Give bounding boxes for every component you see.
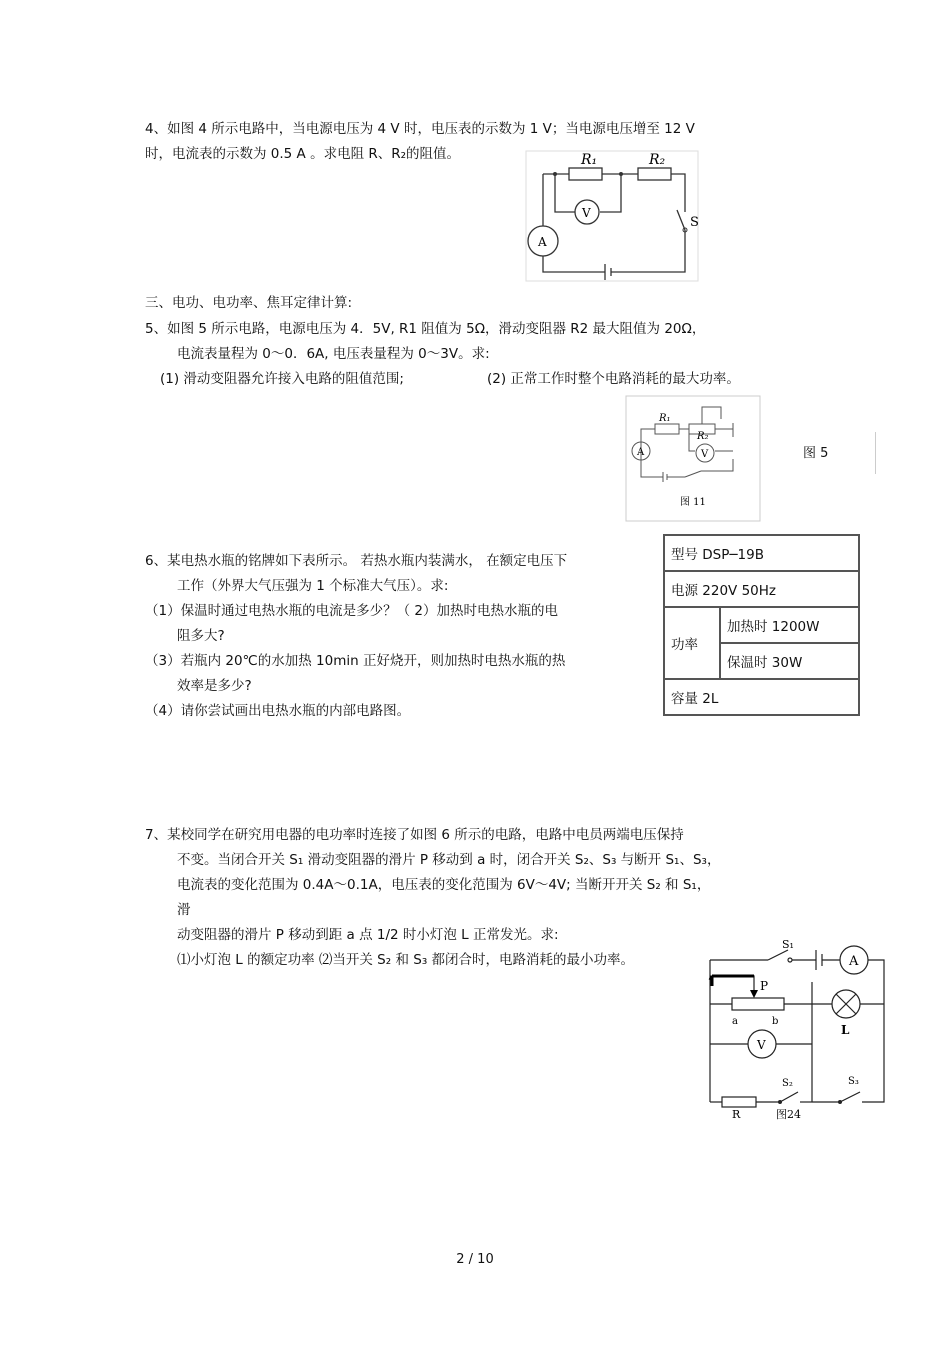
fig5-voltmeter-label: V [701,449,709,460]
q6-line-3: （1）保温时通过电热水瓶的电流是多少？（ 2）加热时电热水瓶的电 [145,603,558,619]
spec-model: 型号 DSP─19B [664,535,859,571]
fig7-label-a: a [732,1016,738,1027]
spec-power-label: 功率 [664,607,720,679]
fig4-voltmeter-label: V [582,206,591,220]
q6-line-4: 阻多大? [177,628,225,644]
spec-power-supply: 电源 220V 50Hz [664,571,859,607]
fig5-margin-rule [875,432,876,474]
spec-capacity: 容量 2L [664,679,859,715]
fig5-label-r1: R₁ [659,413,671,424]
fig7-label-r: R [732,1108,741,1121]
spec-heating-power: 加热时 1200W [720,607,859,643]
figure-24-circuit [708,932,890,1119]
q7-line-1: 7、某校同学在研究用电器的电功率时连接了如图 6 所示的电路，电路中电员两端电压保持 [145,827,684,843]
fig5-inner-caption: 图 11 [680,497,706,508]
q7-line-4: 滑 [177,902,191,918]
fig7-ammeter-label: A [849,954,859,969]
q7-line-3: 电流表的变化范围为 0.4A～0.1A，电压表的变化范围为 6V～4V; 当断开开关 S₂ 和 S₁， [177,877,711,893]
fig5-label-r2: R₂ [697,431,709,442]
q5-line-1: 5、如图 5 所示电路，电源电压为 4．5V, R1 阻值为 5Ω，滑动变阻器 R2 最大阻值为 20Ω， [145,321,706,337]
q6-line-2: 工作（外界大气压强为 1 个标准大气压）。求: [177,578,449,594]
fig7-label-s1: S₁ [782,938,794,951]
spec-keeping-power: 保温时 30W [720,643,859,679]
fig7-label-s2: S₂ [782,1078,793,1089]
fig7-label-p: P [760,979,769,993]
q6-line-1: 6、某电热水瓶的铭牌如下表所示。 若热水瓶内装满水， 在额定电压下 [145,553,568,569]
fig5-ammeter-label: A [637,447,645,458]
fig7-voltmeter-label: V [757,1038,766,1052]
q7-line-5: 动变阻器的滑片 P 移动到距 a 点 1/2 时小灯泡 L 正常发光。求: [177,927,559,943]
fig4-ammeter-label: A [538,235,547,249]
fig7-label-lamp: L [841,1023,850,1037]
nameplate-spec-table [663,534,860,716]
fig4-switch-label: S [690,215,699,230]
fig4-label-r2: R₂ [649,152,666,168]
q5-line-2: 电流表量程为 0～0．6A, 电压表量程为 0～3V。求: [177,346,490,362]
figure-5-circuit [625,395,761,522]
fig7-caption: 图24 [776,1108,801,1121]
q4-line-1: 4、如图 4 所示电路中，当电源电压为 4 V 时，电压表的示数为 1 V；当电源电压增至 12 V [145,121,695,137]
page-number: 2 / 10 [456,1252,494,1267]
q7-line-6: ⑴小灯泡 L 的额定功率 ⑵当开关 S₂ 和 S₃ 都闭合时，电路消耗的最小功率。 [177,952,635,968]
section-3-heading: 三、电功、电功率、焦耳定律计算: [145,295,353,311]
figure-4-circuit [525,150,700,282]
fig4-label-r1: R₁ [581,152,598,168]
fig7-label-s3: S₃ [848,1076,859,1087]
q5-sub-2: (2) 正常工作时整个电路消耗的最大功率。 [487,371,740,387]
q5-sub-1: (1) 滑动变阻器允许接入电路的阻值范围; [160,371,404,387]
q6-line-7: （4）请你尝试画出电热水瓶的内部电路图。 [145,703,411,719]
q4-line-2: 时，电流表的示数为 0.5 A 。求电阻 R、R₂的阻值。 [145,146,461,162]
fig5-caption: 图 5 [803,446,829,461]
q6-line-6: 效率是多少? [177,678,252,694]
q6-line-5: （3）若瓶内 20℃的水加热 10min 正好烧开，则加热时电热水瓶的热 [145,653,566,669]
q7-line-2: 不变。当闭合开关 S₁ 滑动变阻器的滑片 P 移动到 a 时，闭合开关 S₂、S₃ 与断开 S₁、S₃， [177,852,721,868]
fig7-label-b: b [772,1016,779,1027]
